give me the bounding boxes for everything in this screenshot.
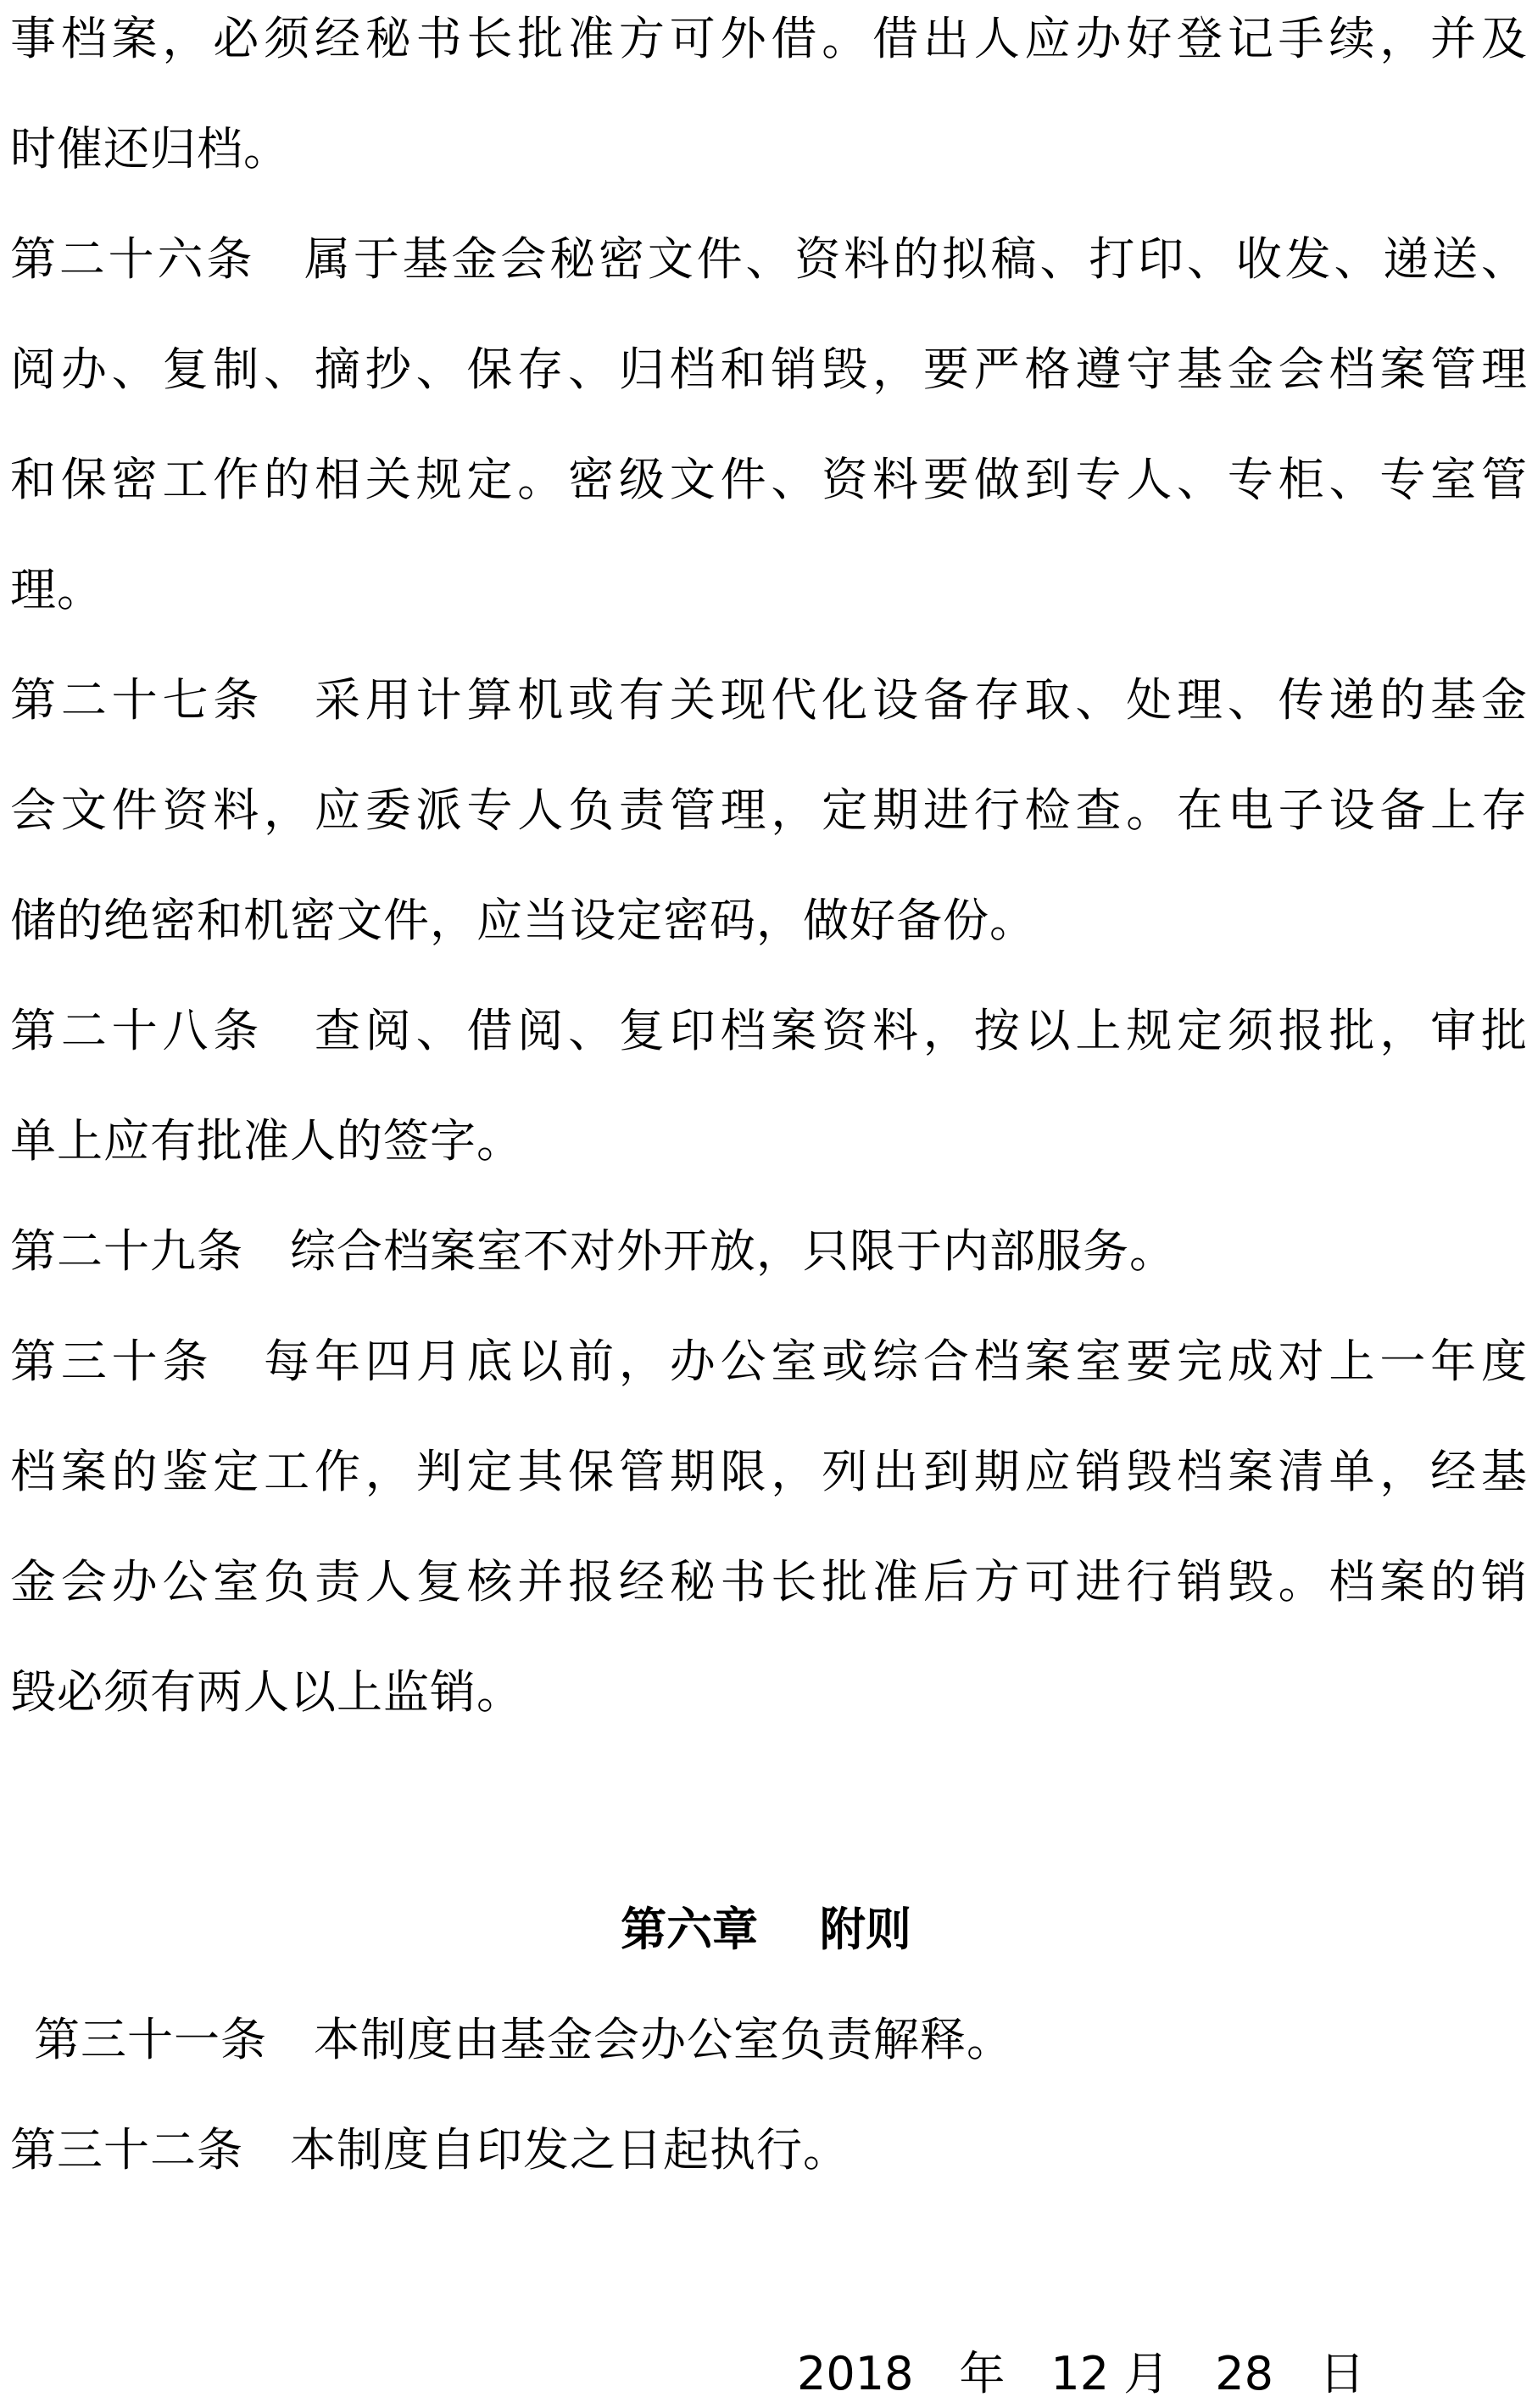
article-30-line: 第三十条 每年四月底以前，办公室或综合档案室要完成对上一年度 xyxy=(10,1335,1528,1388)
text-line: 理。 xyxy=(10,563,103,616)
article-29-line: 第二十九条 综合档案室不对外开放，只限于内部服务。 xyxy=(10,1224,1176,1278)
text-line: 毁必须有两人以上监销。 xyxy=(10,1665,523,1719)
text-line: 单上应有批准人的签字。 xyxy=(10,1114,523,1168)
text-line: 会文件资料，应委派专人负责管理，定期进行检查。在电子设备上存 xyxy=(10,783,1528,837)
text-line: 阅办、复制、摘抄、保存、归档和销毁，要严格遵守基金会档案管理 xyxy=(10,343,1528,396)
chapter-heading: 第六章 附则 xyxy=(621,1903,911,1956)
text-line: 储的绝密和机密文件，应当设定密码，做好备份。 xyxy=(10,894,1036,947)
article-26-line: 第二十六条 属于基金会秘密文件、资料的拟稿、打印、收发、递送、 xyxy=(10,232,1528,286)
text-line: 档案的鉴定工作，判定其保管期限，列出到期应销毁档案清单，经基 xyxy=(10,1445,1528,1498)
text-line: 事档案，必须经秘书长批准方可外借。借出人应办好登记手续，并及 xyxy=(10,12,1528,65)
text-line: 金会办公室负责人复核并报经秘书长批准后方可进行销毁。档案的销 xyxy=(10,1555,1528,1608)
article-28-line: 第二十八条 查阅、借阅、复印档案资料，按以上规定须报批，审批 xyxy=(10,1004,1528,1057)
article-27-line: 第二十七条 采用计算机或有关现代化设备存取、处理、传递的基金 xyxy=(10,673,1528,727)
text-line: 和保密工作的相关规定。密级文件、资料要做到专人、专柜、专室管 xyxy=(10,453,1528,506)
text-line: 时催还归档。 xyxy=(10,122,290,176)
article-32-line: 第三十二条 本制度自印发之日起执行。 xyxy=(10,2123,850,2177)
article-31-line: 第三十一条 本制度由基金会办公室负责解释。 xyxy=(34,2013,1013,2066)
document-date: 2018 年 12 月 28 日 xyxy=(797,2347,1366,2400)
